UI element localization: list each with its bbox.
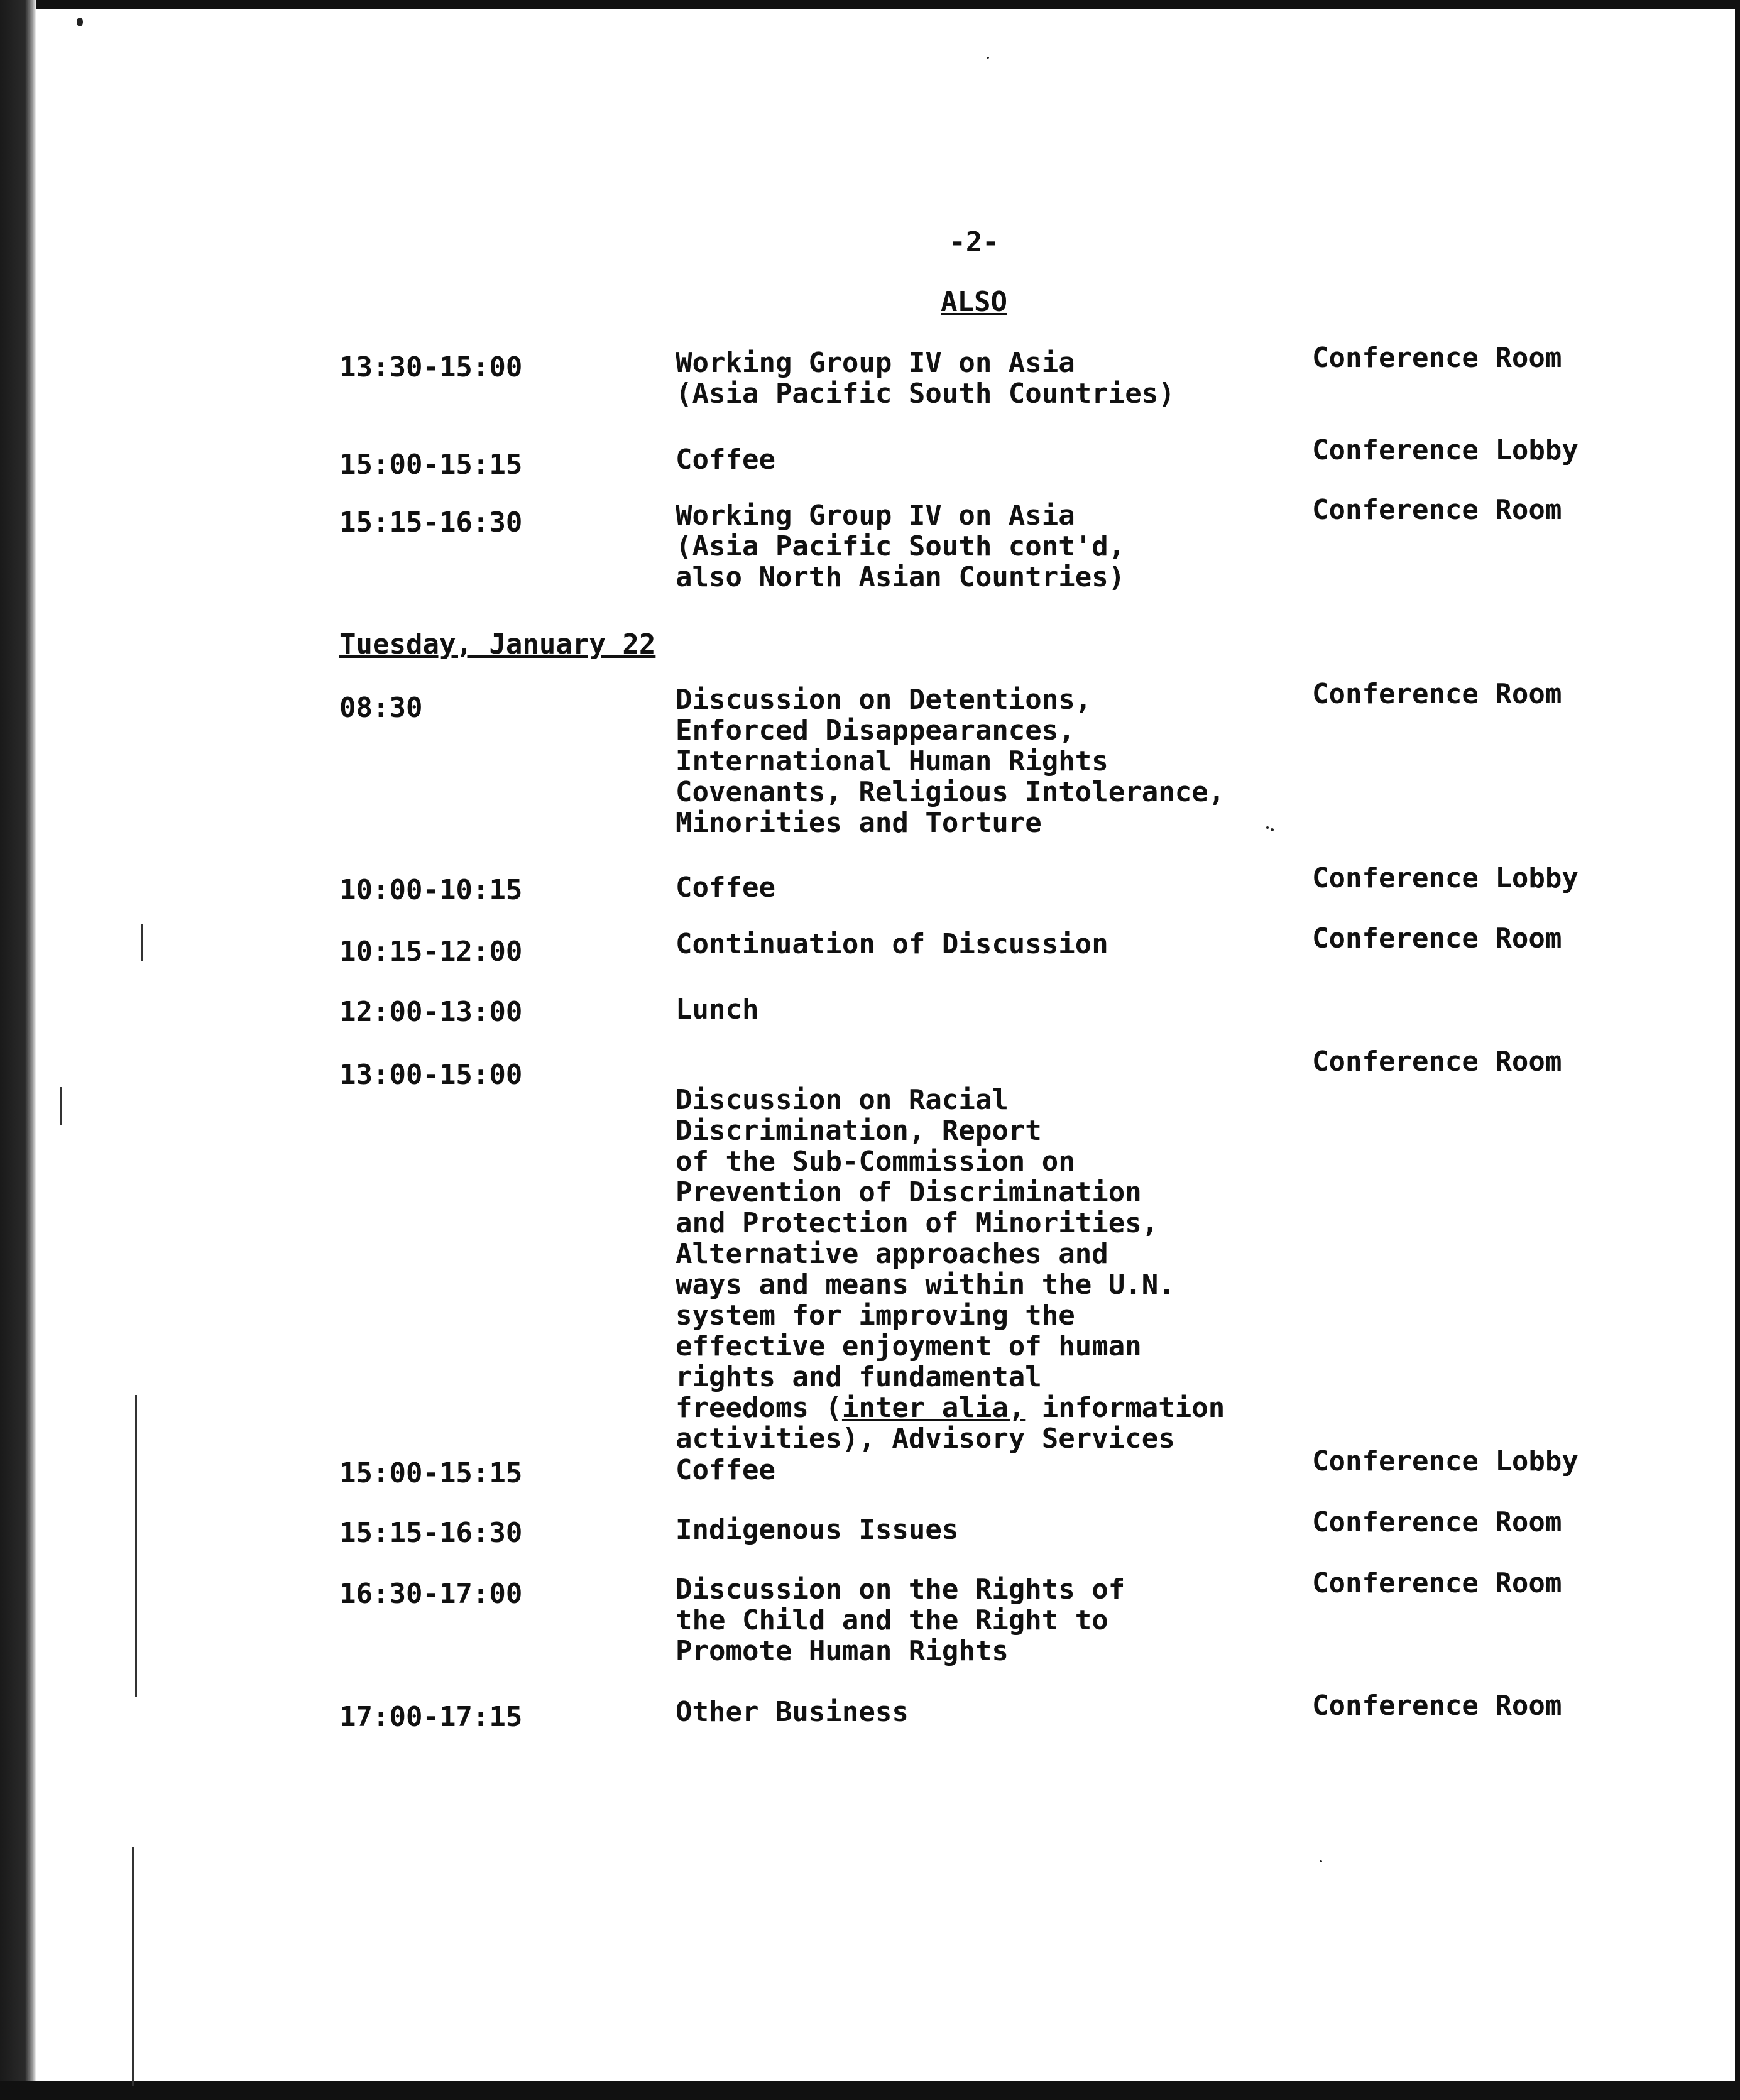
schedule-time: 13:30-15:00: [339, 351, 523, 383]
schedule-location: Conference Lobby: [1312, 862, 1579, 894]
schedule-time: 15:00-15:15: [339, 449, 523, 481]
section-title: ALSO: [941, 286, 1007, 318]
day-heading: Tuesday, January 22: [339, 628, 656, 660]
schedule-description: Indigenous Issues: [676, 1514, 959, 1546]
schedule-time: 16:30-17:00: [339, 1578, 523, 1610]
schedule-description: Working Group IV on Asia (Asia Pacific South cont'd, also North Asian Countries): [676, 500, 1125, 593]
schedule-description: Working Group IV on Asia (Asia Pacific South Countries): [676, 347, 1175, 410]
schedule-location: Conference Room: [1312, 1506, 1562, 1538]
schedule-description: Coffee: [676, 444, 775, 476]
scan-edge-bottom: [0, 2081, 1740, 2100]
scan-speck: [1266, 826, 1269, 829]
schedule-location: Conference Lobby: [1312, 434, 1579, 466]
schedule-description: Continuation of Discussion: [676, 928, 1108, 960]
schedule-location: Conference Room: [1312, 494, 1562, 526]
schedule-time: 13:00-15:00: [339, 1059, 523, 1091]
page-number: -2-: [949, 226, 999, 258]
schedule-location: Conference Room: [1312, 1567, 1562, 1599]
scan-edge-top: [0, 0, 1740, 9]
scan-margin-line: [132, 1847, 134, 2086]
schedule-location: Conference Room: [1312, 922, 1562, 954]
schedule-description: Coffee: [676, 1454, 775, 1486]
scan-margin-line: [135, 1395, 137, 1697]
latin-phrase: inter alia,: [841, 1392, 1026, 1424]
schedule-description: Coffee: [676, 872, 775, 904]
schedule-location: Conference Lobby: [1312, 1445, 1579, 1477]
schedule-description: Other Business: [676, 1696, 909, 1728]
schedule-time: 17:00-17:15: [339, 1701, 523, 1733]
schedule-description: Discussion on Detentions, Enforced Disappearances, International Human Rights Covenants, Religious Intolerance, Minorities and Torture: [676, 684, 1225, 839]
scan-speck: [1271, 828, 1274, 831]
schedule-location: Conference Room: [1312, 1690, 1562, 1722]
schedule-time: 08:30: [339, 692, 423, 724]
schedule-time: 10:15-12:00: [339, 936, 523, 968]
scan-speck: [77, 18, 83, 26]
schedule-time: 15:00-15:15: [339, 1457, 523, 1489]
schedule-location: Conference Room: [1312, 678, 1562, 710]
scan-margin-line: [141, 924, 143, 961]
schedule-description: Discussion on Racial Discrimination, Report of the Sub-Commission on Prevention of Discrimination and Protection of Minorities, Alternative approaches and ways and means within the U.N. system for improving the effective enjoyment of human rights and fundamental freedoms (inter alia, information activities), Advisory Services: [676, 1084, 1225, 1455]
scan-speck: [1320, 1860, 1322, 1862]
schedule-time: 15:15-16:30: [339, 506, 523, 539]
scan-speck: [987, 57, 989, 59]
scan-margin-line: [60, 1087, 62, 1125]
schedule-location: Conference Room: [1312, 1046, 1562, 1078]
schedule-time: 12:00-13:00: [339, 996, 523, 1028]
schedule-time: 10:00-10:15: [339, 874, 523, 906]
schedule-description: Discussion on the Rights of the Child and the Right to Promote Human Rights: [676, 1573, 1125, 1667]
schedule-time: 15:15-16:30: [339, 1517, 523, 1549]
schedule-location: Conference Room: [1312, 342, 1562, 374]
schedule-description: Lunch: [676, 993, 759, 1025]
